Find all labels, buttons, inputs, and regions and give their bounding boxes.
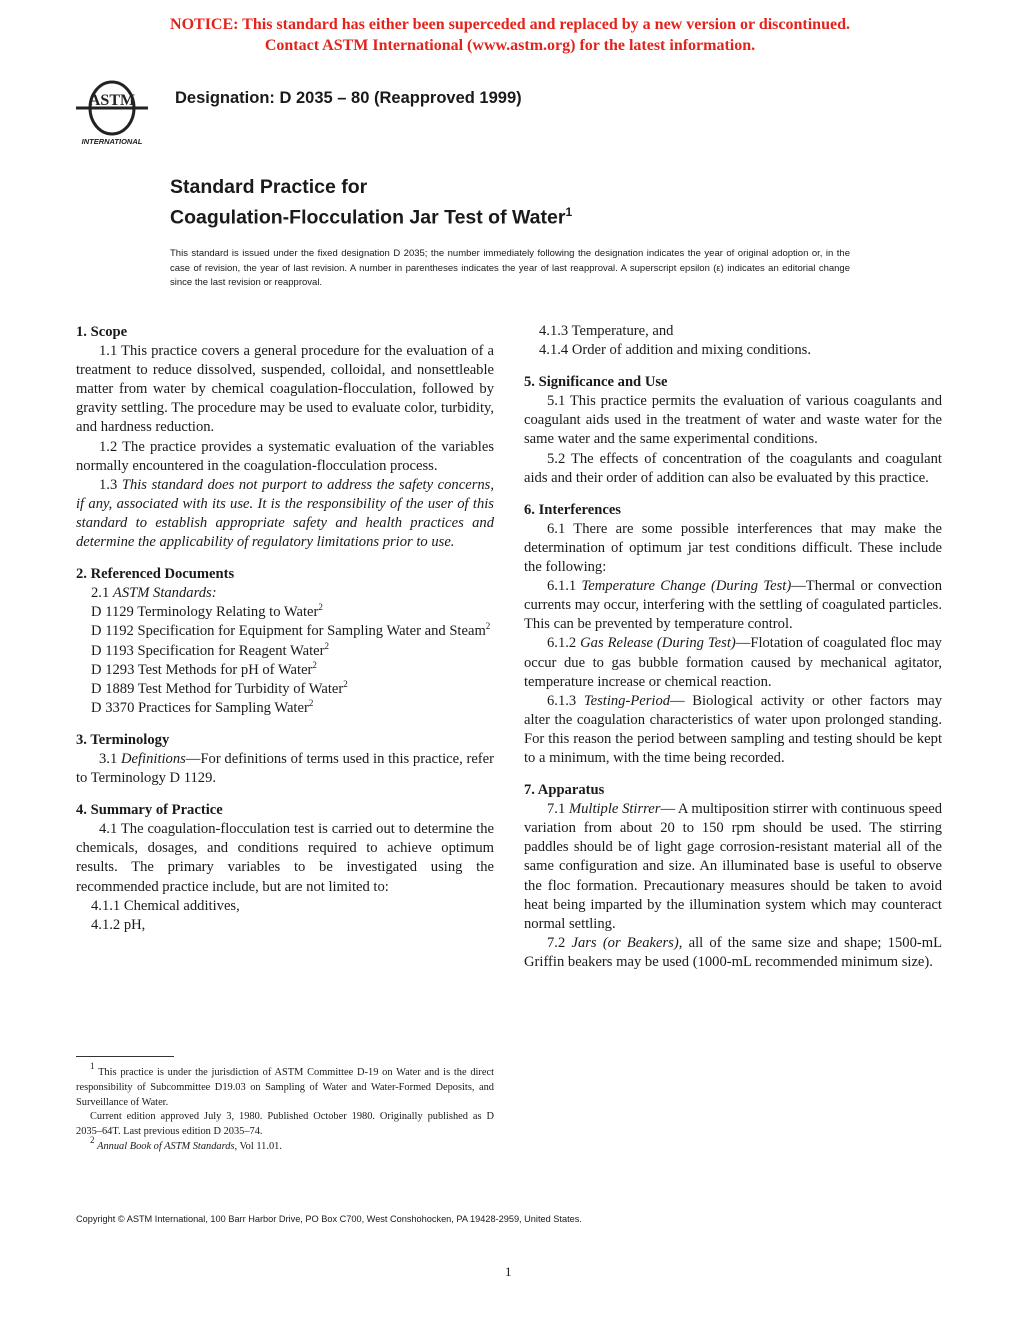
- logo-caption: INTERNATIONAL: [81, 137, 143, 146]
- reference-item: D 1889 Test Method for Turbidity of Water$^2$: [91, 678, 348, 697]
- section-heading: 7. Apparatus: [524, 782, 605, 799]
- paragraph: 7.2 Jars (or Beakers), all of the same size and shape; 1500-mL Griffin beakers may be used (1000-mL recommended minimum size).: [524, 934, 942, 970]
- right-column: [524, 322, 942, 972]
- reference-item: D 1192 Specification for Equipment for Sampling Water and Steam$^2$: [91, 621, 491, 640]
- title-line-1: Standard Practice for: [170, 176, 368, 198]
- title-line-2: Coagulation-Flocculation Jar Test of Water: [170, 206, 566, 229]
- document-title: [170, 175, 572, 231]
- paragraph: 6.1 There are some possible interferences that may make the determination of optimum jar test conditions difficult. These include the following:: [524, 520, 942, 576]
- section-heading: 5. Significance and Use: [524, 374, 668, 391]
- paragraph: 6.1.1 Temperature Change (During Test)—Thermal or convection currents may occur, interfering with the settling of coagulated particles. This can be prevented by temperature control.: [524, 578, 942, 633]
- list-item: 4.1.4 Order of addition and mixing conditions.: [539, 342, 811, 359]
- title-footnote-mark: 1: [565, 205, 573, 219]
- list-item: 4.1.2 pH,: [91, 916, 146, 933]
- paragraph: 3.1 Definitions—For definitions of terms used in this practice, refer to Terminology D 1129.: [76, 750, 494, 787]
- footnote: Current edition approved July 3, 1980. Published October 1980. Originally published as D 2035–64T. Last previous edition D 2035–74.: [76, 1111, 494, 1138]
- astm-logo: [62, 78, 162, 148]
- section-heading: 1. Scope: [76, 324, 128, 340]
- section-heading: 2. Referenced Documents: [76, 566, 235, 583]
- footnote: $^1$ This practice is under the jurisdiction of ASTM Committee D-19 on Water and is the direct responsibility of Subcommittee D19.03 on Sampling of Water and Water-Formed Deposits, and Surveillance of Water.: [76, 1061, 494, 1108]
- paragraph: 6.1.2 Gas Release (During Test)—Flotation of coagulated floc may occur due to gas bubble formation caused by mechanical agitator, temperature increase or chemical reaction.: [524, 635, 942, 690]
- discontinued-notice: [0, 14, 1020, 56]
- paragraph: 1.2 The practice provides a systematic evaluation of the variables normally encountered in the coagulation-flocculation process.: [76, 438, 494, 474]
- reference-item: D 1293 Test Methods for pH of Water$^2$: [91, 659, 317, 678]
- paragraph: 6.1.3 Testing-Period— Biological activity or other factors may alter the coagulation characteristics of water upon prolonged standing. For this reason the period between sampling and testing should be kept to a minimum, with the time being recorded.: [524, 692, 942, 766]
- paragraph: 4.1 The coagulation-flocculation test is carried out to determine the chemicals, dosages, and conditions required to achieve optimum results. The primary variables to be investigated using the recommended practice include, but are not limited to:: [76, 821, 494, 895]
- copyright: Copyright © ASTM International, 100 Barr Harbor Drive, PO Box C700, West Conshohocken, PA 19428-2959, United States.: [76, 1214, 582, 1224]
- paragraph: 1.3 This standard does not purport to address the safety concerns, if any, associated with its use. It is the responsibility of the user of this standard to establish appropriate safety and health practices and determine the applicability of regulatory limitations prior to use.: [76, 476, 494, 551]
- section-heading: 3. Terminology: [76, 731, 170, 748]
- paragraph: 1.1 This practice covers a general procedure for the evaluation of a treatment to reduce dissolved, suspended, colloidal, and nonsettleable matter from water by chemical coagulation-flocculation, followed by gravity settling. The procedure may be used to evaluate color, turbidity, and hardness reduction.: [76, 343, 494, 436]
- paragraph: 5.1 This practice permits the evaluation of various coagulants and coagulant aids used in the treatment of water and waste water for the same water and the same experimental conditions.: [524, 393, 942, 448]
- list-item: 4.1.3 Temperature, and: [539, 323, 674, 339]
- reference-item: D 3370 Practices for Sampling Water$^2$: [91, 697, 314, 716]
- reference-item: D 1129 Terminology Relating to Water$^2$: [91, 602, 323, 621]
- notice-line-2: Contact ASTM International (www.astm.org) for the latest information.: [264, 37, 756, 54]
- astm-logo-icon: [62, 78, 162, 148]
- section-heading: 6. Interferences: [524, 501, 621, 518]
- list-item: 4.1.1 Chemical additives,: [91, 897, 240, 914]
- page-number: 1: [505, 1264, 512, 1279]
- reference-item: D 1193 Specification for Reagent Water$^2$: [91, 640, 329, 659]
- issued-note: This standard is issued under the fixed designation D 2035; the number immediately following the designation indicates the year of original adoption or, in the case of revision, the year of last revision. A number in parentheses indicates the year of last reapproval. A superscript epsilon (ε) indicates an editorial change since the last revision or reapproval.: [170, 248, 850, 288]
- subsection: 2.1 ASTM Standards:: [91, 585, 217, 602]
- footnote-separator: [76, 1056, 174, 1057]
- footnote: $^2$ Annual Book of ASTM Standards, Vol 11.01.: [90, 1134, 282, 1152]
- notice-line-1: NOTICE: This standard has either been superceded and replaced by a new version or discontinued.: [170, 16, 850, 33]
- footnotes: [76, 1061, 494, 1155]
- left-column: [76, 322, 494, 935]
- paragraph: 5.2 The effects of concentration of the coagulants and coagulant aids and their order of addition can also be evaluated by this practice.: [524, 450, 942, 486]
- designation: Designation: D 2035 – 80 (Reapproved 1999): [175, 89, 522, 107]
- section-heading: 4. Summary of Practice: [76, 802, 223, 819]
- logo-letters: ASTM: [88, 92, 136, 109]
- paragraph: 7.1 Multiple Stirrer— A multiposition stirrer with continuous speed variation from about 20 to 150 rpm should be used. The stirring paddles should be of light gage corrosion-resistant material all of the same configuration and size. An illuminated base is useful to observe the floc formation. Precautionary measures should be taken to avoid heat being imparted by the illumination system which may counteract normal settling.: [524, 801, 942, 932]
